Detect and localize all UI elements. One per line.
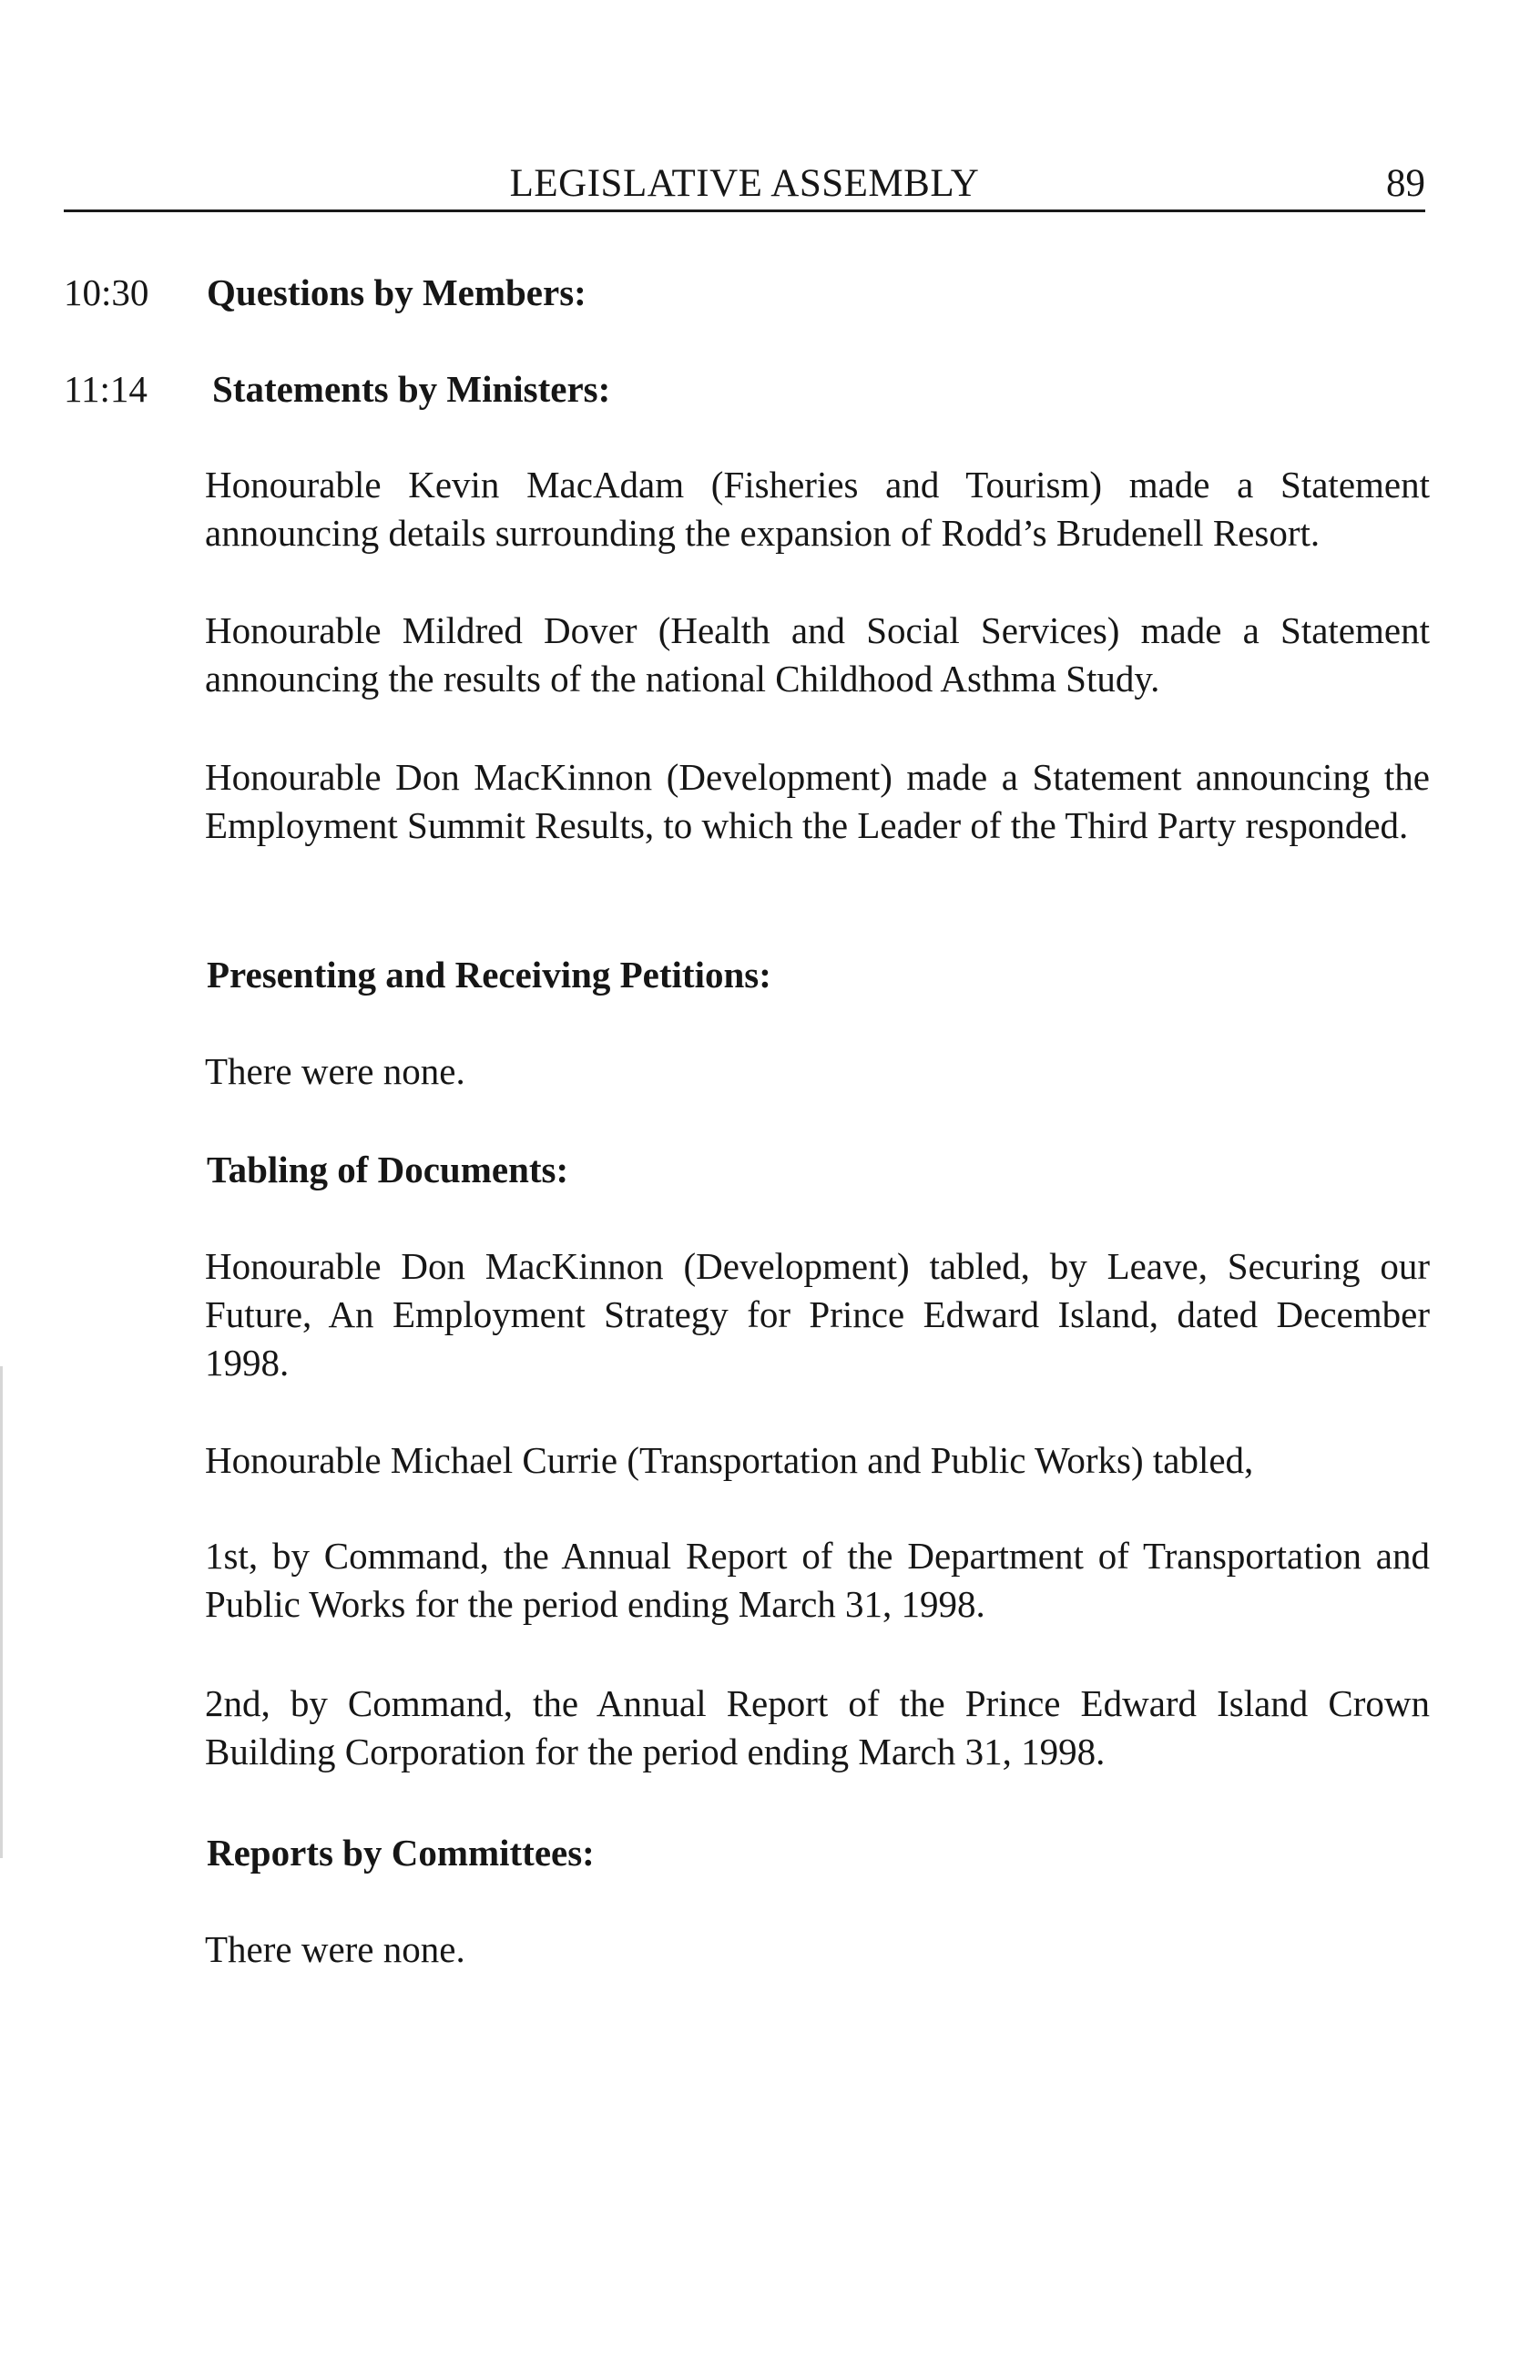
page-number: 89: [1386, 162, 1425, 205]
document-paragraph: Honourable Don MacKinnon (Development) tabled, by Leave, Securing our Future, An Employment Strategy for Prince Edward Island, dated December 1998.: [205, 1245, 1430, 1384]
petitions-text: There were none.: [205, 1050, 465, 1092]
document-paragraph: Honourable Michael Currie (Transportation and Public Works) tabled,: [205, 1439, 1254, 1481]
committees-text: There were none.: [205, 1928, 465, 1970]
heading-reports-by-committees: Reports by Committees:: [207, 1832, 595, 1874]
heading-questions-by-members: Questions by Members:: [207, 271, 586, 313]
heading-petitions: Presenting and Receiving Petitions:: [207, 954, 771, 996]
time-statements: 11:14: [64, 368, 148, 410]
heading-statements-by-ministers: Statements by Ministers:: [212, 368, 611, 410]
heading-tabling-of-documents: Tabling of Documents:: [207, 1149, 569, 1190]
document-paragraph: 2nd, by Command, the Annual Report of the Prince Edward Island Crown Building Corporation for the period ending March 31, 1998.: [205, 1682, 1430, 1772]
statement-paragraph: Honourable Mildred Dover (Health and Social Services) made a Statement announcing the results of the national Childhood Asthma Study.: [205, 609, 1430, 700]
running-header: [64, 162, 1425, 206]
statement-paragraph: Honourable Kevin MacAdam (Fisheries and Tourism) made a Statement announcing details surrounding the expansion of Rodd’s Brudenell Resort.: [205, 464, 1430, 554]
header-title: LEGISLATIVE ASSEMBLY: [509, 162, 980, 205]
scan-edge-divider: [0, 1366, 3, 1858]
document-paragraph: 1st, by Command, the Annual Report of the Department of Transportation and Public Works for the period ending March 31, 1998.: [205, 1535, 1430, 1625]
time-questions: 10:30: [64, 271, 149, 313]
statement-paragraph: Honourable Don MacKinnon (Development) made a Statement announcing the Employment Summit Results, to which the Leader of the Third Party responded.: [205, 756, 1430, 846]
header-rule: [64, 209, 1425, 212]
